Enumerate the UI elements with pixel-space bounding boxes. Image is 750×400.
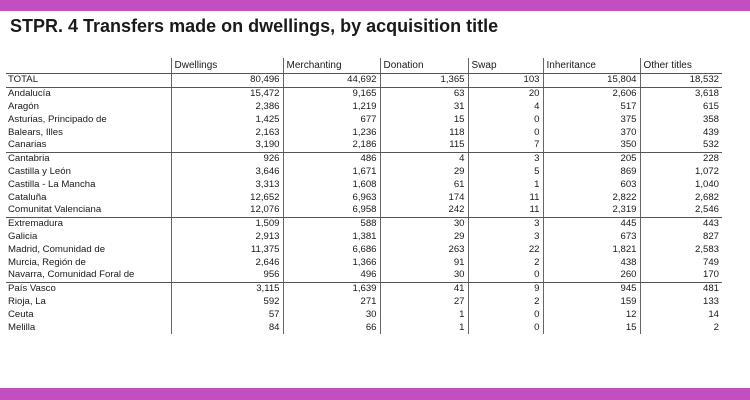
table-row	[6, 178, 722, 191]
value-cell: 496	[283, 269, 380, 282]
table-row	[6, 269, 722, 282]
table-row	[6, 243, 722, 256]
value-cell: 1,509	[171, 217, 283, 230]
value-cell: 2	[640, 321, 722, 334]
value-cell: 9,165	[283, 87, 380, 100]
region-name-cell: País Vasco	[8, 283, 56, 295]
table-row	[6, 296, 722, 309]
value-cell: 3,646	[171, 166, 283, 179]
region-name-cell: Melilla	[8, 321, 36, 333]
value-cell: 592	[171, 296, 283, 309]
region-name-cell: Navarra, Comunidad Foral de	[6, 269, 171, 282]
table-row	[6, 87, 722, 100]
region-name-cell: Castilla - La Mancha	[8, 178, 96, 190]
value-cell: 350	[543, 139, 640, 152]
column-header: Donation	[380, 58, 468, 74]
value-cell: 7	[468, 139, 543, 152]
value-cell: 4	[468, 101, 543, 114]
value-cell: 439	[640, 126, 722, 139]
value-cell: 91	[380, 256, 468, 269]
header-row	[6, 58, 722, 74]
value-cell: 0	[468, 269, 543, 282]
value-cell: 14	[640, 308, 722, 321]
value-cell: 11,375	[171, 243, 283, 256]
value-cell: 358	[640, 113, 722, 126]
value-cell: 15	[543, 321, 640, 334]
value-cell: 1	[468, 178, 543, 191]
value-cell: 15	[380, 113, 468, 126]
value-cell: 115	[380, 139, 468, 152]
document-page	[0, 11, 750, 388]
value-cell: 532	[640, 139, 722, 152]
table-row	[6, 231, 722, 244]
region-name-cell: Aragón	[8, 100, 39, 112]
table-row	[6, 256, 722, 269]
value-cell: 926	[171, 152, 283, 165]
value-cell: 3,618	[640, 87, 722, 100]
value-cell: 80,496	[171, 74, 283, 88]
region-name-cell: Extremadura	[8, 218, 63, 230]
value-cell: 3	[468, 217, 543, 230]
value-cell: 1,639	[283, 282, 380, 295]
value-cell: 12,652	[171, 191, 283, 204]
table-row	[6, 308, 722, 321]
value-cell: 31	[380, 101, 468, 114]
value-cell: 945	[543, 282, 640, 295]
value-cell: 4	[380, 152, 468, 165]
value-cell: 1,821	[543, 243, 640, 256]
value-cell: 15,472	[171, 87, 283, 100]
value-cell: 1,366	[283, 256, 380, 269]
value-cell: 159	[543, 296, 640, 309]
value-cell: 57	[171, 308, 283, 321]
value-cell: 3	[468, 231, 543, 244]
value-cell: 84	[171, 321, 283, 334]
column-header-region	[6, 58, 171, 74]
value-cell: 517	[543, 101, 640, 114]
value-cell: 588	[283, 217, 380, 230]
column-header: Other titles	[640, 58, 722, 74]
value-cell: 133	[640, 296, 722, 309]
region-name-cell: Asturias, Principado de	[8, 113, 107, 125]
table-row	[6, 152, 722, 165]
value-cell: 1,072	[640, 166, 722, 179]
column-header: Inheritance	[543, 58, 640, 74]
value-cell: 749	[640, 256, 722, 269]
value-cell: 0	[468, 126, 543, 139]
value-cell: 41	[380, 282, 468, 295]
value-cell: 438	[543, 256, 640, 269]
table-row	[6, 321, 722, 334]
value-cell: 15,804	[543, 74, 640, 88]
value-cell: 3	[468, 152, 543, 165]
region-name-cell: Madrid, Comunidad de	[8, 243, 106, 255]
value-cell: 445	[543, 217, 640, 230]
value-cell: 3,190	[171, 139, 283, 152]
value-cell: 11	[468, 204, 543, 217]
value-cell: 6,958	[283, 204, 380, 217]
value-cell: 1,608	[283, 178, 380, 191]
value-cell: 29	[380, 166, 468, 179]
value-cell: 1,040	[640, 178, 722, 191]
value-cell: 2,913	[171, 231, 283, 244]
region-name-cell: Comunitat Valenciana	[6, 204, 171, 217]
value-cell: 6,686	[283, 243, 380, 256]
value-cell: 370	[543, 126, 640, 139]
value-cell: 44,692	[283, 74, 380, 88]
value-cell: 603	[543, 178, 640, 191]
value-cell: 1,425	[171, 113, 283, 126]
value-cell: 9	[468, 282, 543, 295]
table-row	[6, 191, 722, 204]
value-cell: 481	[640, 282, 722, 295]
value-cell: 956	[171, 269, 283, 282]
column-header: Merchanting	[283, 58, 380, 74]
value-cell: 1,381	[283, 231, 380, 244]
value-cell: 1	[380, 308, 468, 321]
value-cell: 29	[380, 231, 468, 244]
value-cell: 11	[468, 191, 543, 204]
value-cell: 271	[283, 296, 380, 309]
value-cell: 260	[543, 269, 640, 282]
value-cell: 827	[640, 231, 722, 244]
value-cell: 375	[543, 113, 640, 126]
value-cell: 118	[380, 126, 468, 139]
table-row	[6, 126, 722, 139]
value-cell: 12	[543, 308, 640, 321]
value-cell: 677	[283, 113, 380, 126]
value-cell: 1,219	[283, 101, 380, 114]
value-cell: 2	[468, 296, 543, 309]
column-header: Dwellings	[171, 58, 283, 74]
table-row	[6, 139, 722, 152]
value-cell: 2,682	[640, 191, 722, 204]
value-cell: 103	[468, 74, 543, 88]
value-cell: 18,532	[640, 74, 722, 88]
value-cell: 2,163	[171, 126, 283, 139]
table-title: STPR. 4 Transfers made on dwellings, by acquisition title	[10, 16, 499, 36]
column-header: Swap	[468, 58, 543, 74]
value-cell: 1,365	[380, 74, 468, 88]
table-row	[6, 113, 722, 126]
value-cell: 0	[468, 308, 543, 321]
table-row	[6, 217, 722, 230]
value-cell: 673	[543, 231, 640, 244]
region-name-cell: Canarias	[6, 139, 171, 152]
region-name-cell: Ceuta	[8, 308, 34, 320]
value-cell: 30	[380, 269, 468, 282]
value-cell: 2,822	[543, 191, 640, 204]
value-cell: 0	[468, 113, 543, 126]
table-row	[6, 204, 722, 217]
table-row	[6, 101, 722, 114]
region-name-cell: Murcia, Región de	[8, 256, 86, 268]
region-name-cell: Galicia	[8, 230, 38, 242]
value-cell: 2,319	[543, 204, 640, 217]
value-cell: 2,546	[640, 204, 722, 217]
value-cell: 2,186	[283, 139, 380, 152]
value-cell: 3,115	[171, 282, 283, 295]
value-cell: 30	[283, 308, 380, 321]
value-cell: 12,076	[171, 204, 283, 217]
value-cell: 869	[543, 166, 640, 179]
value-cell: 61	[380, 178, 468, 191]
value-cell: 30	[380, 217, 468, 230]
value-cell: 263	[380, 243, 468, 256]
value-cell: 174	[380, 191, 468, 204]
value-cell: 2,386	[171, 101, 283, 114]
value-cell: 0	[468, 321, 543, 334]
value-cell: 27	[380, 296, 468, 309]
value-cell: 2,583	[640, 243, 722, 256]
value-cell: 205	[543, 152, 640, 165]
value-cell: 20	[468, 87, 543, 100]
region-name-cell: Balears, Illes	[8, 126, 63, 138]
value-cell: 615	[640, 101, 722, 114]
value-cell: 242	[380, 204, 468, 217]
value-cell: 22	[468, 243, 543, 256]
value-cell: 443	[640, 217, 722, 230]
value-cell: 2,646	[171, 256, 283, 269]
value-cell: 1,236	[283, 126, 380, 139]
value-cell: 2	[468, 256, 543, 269]
value-cell: 486	[283, 152, 380, 165]
value-cell: 63	[380, 87, 468, 100]
value-cell: 5	[468, 166, 543, 179]
value-cell: 1,671	[283, 166, 380, 179]
transfers-table	[6, 58, 722, 334]
table-row	[6, 166, 722, 179]
value-cell: 6,963	[283, 191, 380, 204]
region-name-cell: Cantabria	[8, 153, 50, 165]
region-name-cell: Rioja, La	[8, 295, 46, 307]
value-cell: 170	[640, 269, 722, 282]
region-name-cell: Castilla y León	[8, 165, 71, 177]
table-row	[6, 282, 722, 295]
total-row	[6, 74, 722, 88]
value-cell: 3,313	[171, 178, 283, 191]
region-name-cell: Andalucía	[8, 88, 51, 100]
value-cell: 2,606	[543, 87, 640, 100]
value-cell: 66	[283, 321, 380, 334]
value-cell: 1	[380, 321, 468, 334]
region-name-cell: Cataluña	[8, 191, 47, 203]
region-name-cell: TOTAL	[6, 74, 171, 88]
value-cell: 228	[640, 152, 722, 165]
